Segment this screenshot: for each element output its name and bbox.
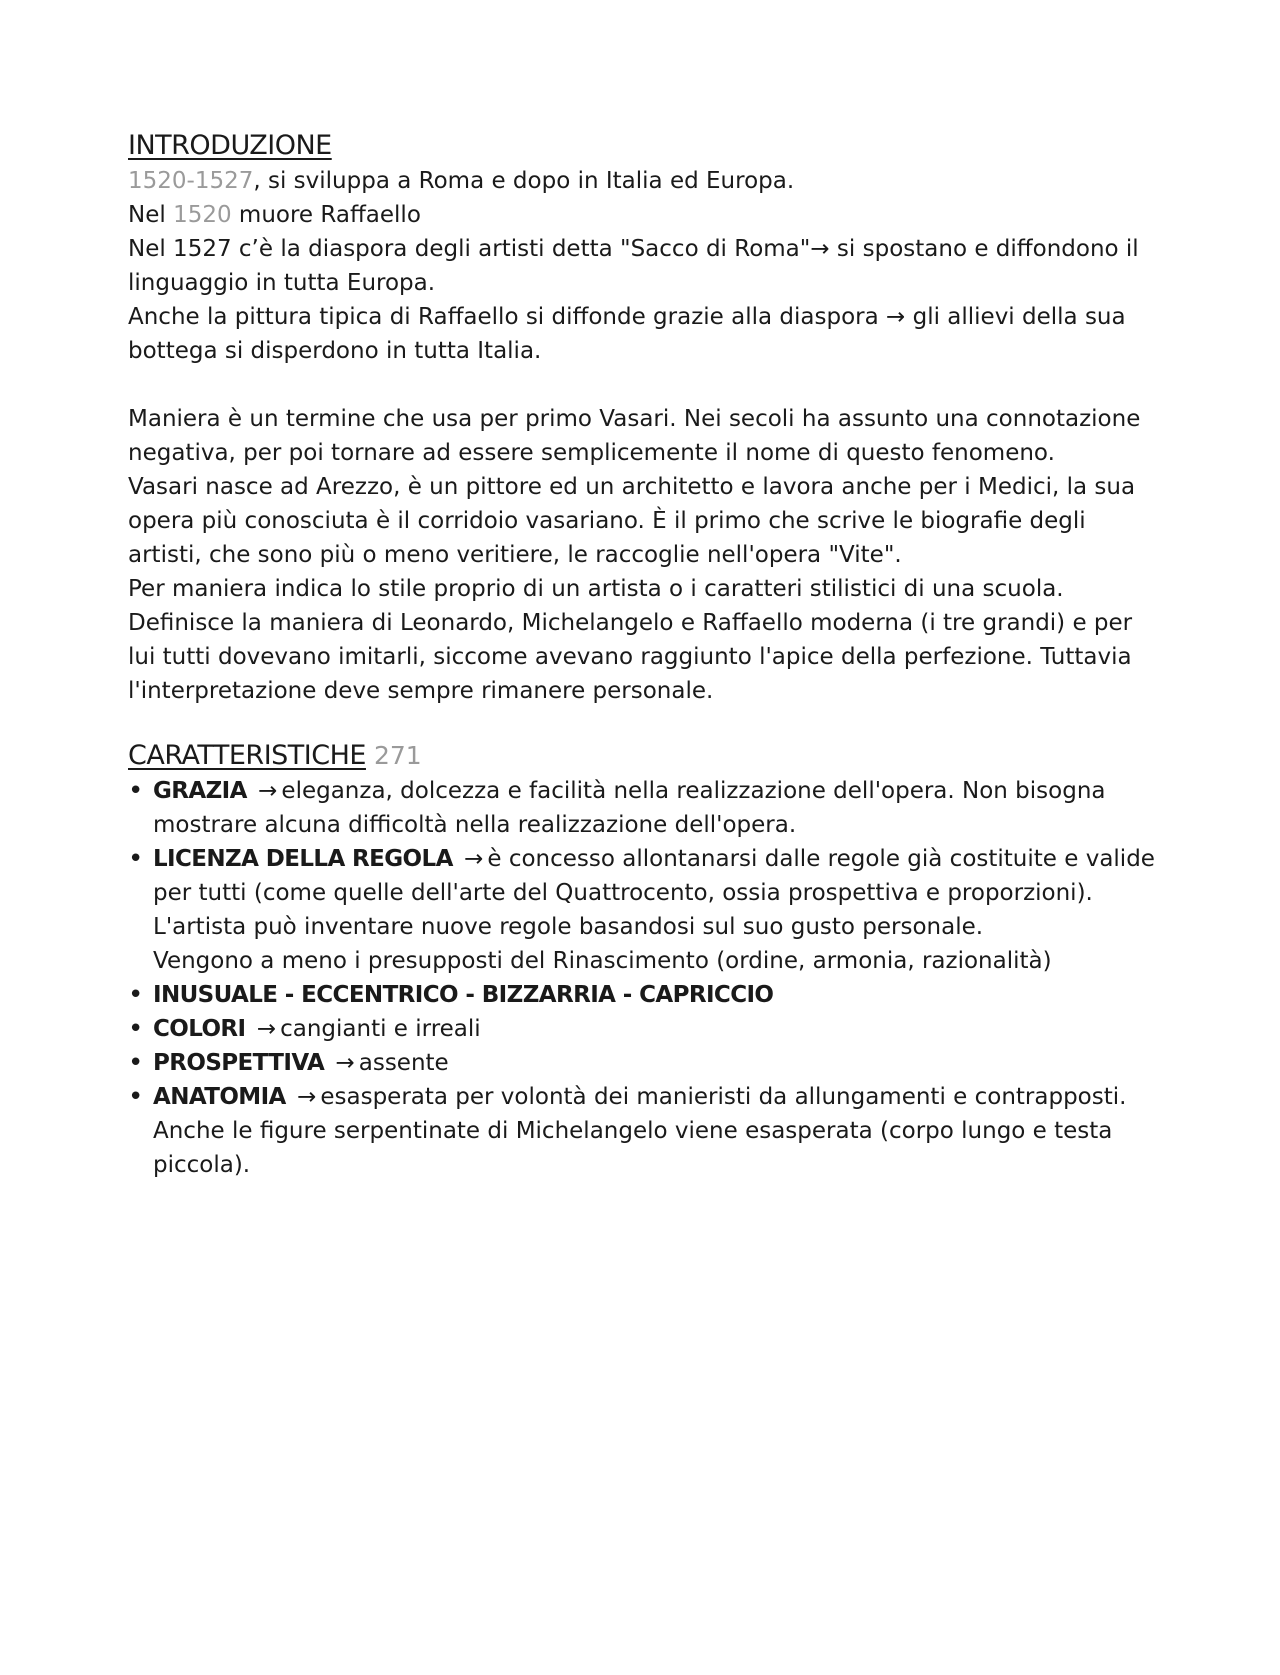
item-extra-line: Vengono a meno i presupposti del Rinascimento (ordine, armonia, razionalità): [153, 948, 1052, 974]
intro-line-1-text: , si sviluppa a Roma e dopo in Italia ed Europa.: [253, 168, 795, 194]
list-item-anatomia: [128, 1080, 1158, 1182]
intro-line-3: Nel 1527 c’è la diaspora degli artisti detta "Sacco di Roma"→ si spostano e diffondono il linguaggio in tutta Europa.: [128, 236, 1139, 296]
document-page: [128, 128, 1158, 1182]
list-item-licenza: [128, 842, 1158, 978]
item-term: ANATOMIA: [153, 1084, 286, 1110]
maniera-paragraph-1: Maniera è un termine che usa per primo Vasari. Nei secoli ha assunto una connotazione negativa, per poi tornare ad essere semplicemente il nome di questo fenomeno.: [128, 406, 1141, 466]
item-text: cangianti e irreali: [280, 1016, 481, 1042]
page-reference-number: 271: [373, 741, 422, 770]
intro-heading: INTRODUZIONE: [128, 130, 332, 161]
item-term: GRAZIA: [153, 778, 247, 804]
caratteristiche-heading: CARATTERISTICHE: [128, 740, 366, 771]
arrow-icon: →: [256, 1016, 277, 1042]
arrow-icon: →: [335, 1050, 355, 1076]
spacer: [128, 368, 1158, 402]
item-term: INUSUALE - ECCENTRICO - BIZZARRIA - CAPRICCIO: [153, 982, 774, 1008]
item-text: è concesso allontanarsi dalle regole già costituite e valide per tutti (come quelle dell'arte del Quattrocento, ossia prospettiva e proporzioni).: [153, 846, 1155, 906]
maniera-paragraph-3: Per maniera indica lo stile proprio di un artista o i caratteri stilistici di una scuola.: [128, 576, 1064, 602]
intro-line-2-text: muore Raffaello: [231, 202, 421, 228]
list-item-colori: [128, 1012, 1158, 1046]
intro-line-1: [128, 164, 1158, 198]
maniera-paragraph-2: Vasari nasce ad Arezzo, è un pittore ed un architetto e lavora anche per i Medici, la sua opera più conosciuta è il corridoio vasariano. È il primo che scrive le biografie degli artisti, che sono più o meno veritiere, le raccoglie nell'opera "Vite".: [128, 474, 1136, 568]
maniera-paragraph-4: Definisce la maniera di Leonardo, Michelangelo e Raffaello moderna (i tre grandi) e per lui tutti dovevano imitarli, siccome avevano raggiunto l'apice della perfezione. Tuttavia l'interpretazione deve sempre rimanere personale.: [128, 610, 1133, 704]
item-text: assente: [358, 1050, 449, 1076]
intro-line-2: [128, 198, 1158, 232]
arrow-icon: →: [464, 846, 484, 872]
caratteristiche-list: [128, 774, 1158, 1182]
list-item-grazia: [128, 774, 1158, 842]
item-term: COLORI: [153, 1016, 246, 1042]
item-term: LICENZA DELLA REGOLA: [153, 846, 453, 872]
item-text: eleganza, dolcezza e facilità nella realizzazione dell'opera. Non bisogna mostrare alcuna difficoltà nella realizzazione dell'opera.: [153, 778, 1106, 838]
intro-line-4: Anche la pittura tipica di Raffaello si diffonde grazie alla diaspora → gli allievi della sua bottega si disperdono in tutta Italia.: [128, 304, 1126, 364]
intro-dates: 1520-1527: [128, 168, 254, 194]
caratteristiche-heading-row: [128, 738, 1158, 774]
item-term: PROSPETTIVA: [153, 1050, 325, 1076]
item-extra-line: L'artista può inventare nuove regole basandosi sul suo gusto personale.: [153, 914, 984, 940]
spacer: [128, 708, 1158, 738]
intro-line-2-pre: Nel: [128, 202, 174, 228]
item-extra-line: Anche le figure serpentinate di Michelangelo viene esasperata (corpo lungo e testa piccola).: [153, 1118, 1113, 1178]
arrow-icon: →: [297, 1084, 317, 1110]
item-text: esasperata per volontà dei manieristi da allungamenti e contrapposti.: [320, 1084, 1127, 1110]
intro-line-2-date: 1520: [173, 202, 232, 228]
list-item-inusuale: [128, 978, 1158, 1012]
list-item-prospettiva: [128, 1046, 1158, 1080]
arrow-icon: →: [258, 778, 278, 804]
